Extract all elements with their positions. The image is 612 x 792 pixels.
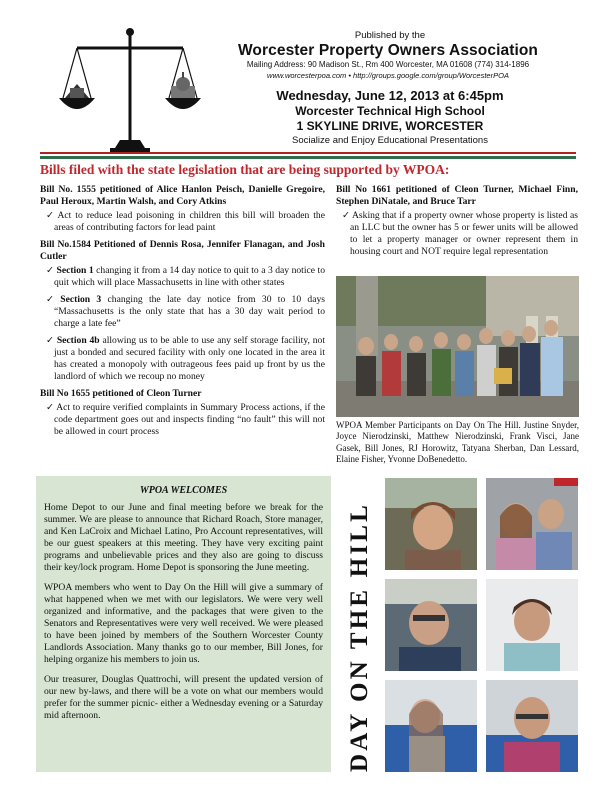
- divider-green: [40, 156, 576, 159]
- tagline: Socialize and Enjoy Educational Presentations: [292, 135, 488, 146]
- group-photo: [336, 276, 579, 417]
- bill-1584-title: Bill No.1584 Petitioned of Dennis Rosa, Jennifer Flanagan, and Josh Cutler: [40, 239, 325, 262]
- divider-red: [40, 152, 576, 154]
- photo-caption: WPOA Member Participants on Day On The Hill. Justine Snyder, Joyce Nierodzinski, Matthew Nierodzinski, Frank Visci, Jane Gasek, Bill Jones, RJ Horowitz, Tatyana Sherban, Dan Lessard, Elaine Fisher, Yvonne DoBenedetto.: [336, 420, 579, 464]
- section-1-text: changing it from a 14 day notice to quit to a 3 day notice to quit which will place Massachusetts in line with other states: [54, 265, 325, 288]
- bill-1655-text: Act to require verified complaints in Summary Process actions, if the code department goes out and inspects finding “no fault” this will not be allowed in court process: [54, 402, 325, 437]
- welcome-title: WPOA WELCOMES: [139, 485, 228, 496]
- hill-photo-1: [385, 478, 477, 570]
- hill-photo-6: [486, 680, 578, 772]
- bills-banner: Bills filed with the state legislation that are being supported by WPOA:: [40, 162, 450, 177]
- section-3-label: Section 3: [60, 294, 102, 305]
- scales-of-justice-logo: [55, 20, 205, 160]
- welcome-box: [36, 476, 331, 772]
- vertical-title-text: DAY ON THE HILL: [346, 501, 373, 772]
- check-icon: ✓: [46, 210, 55, 221]
- hill-photo-5: [385, 680, 477, 772]
- day-on-the-hill-vertical-title: [337, 478, 377, 774]
- check-icon: ✓: [46, 402, 55, 413]
- bill-1584-section-4b: [40, 335, 325, 383]
- bill-1661-title: Bill No 1661 petitioned of Cleon Turner, Michael Finn, Stephen DiNatale, and Bruce Tarr: [336, 184, 578, 207]
- section-4b-text: allowing us to be able to use any self storage facility, not just a bonded and secured facility with only one located in the area it has created a monopoly with outrageous fees paid up front by us the landlord of which we recoup no money: [54, 335, 325, 382]
- bill-1661-text: Asking that if a property owner whose property is listed as an LLC but the owner has 5 or fewer units will be allowed to let a property manager or owner represent them in housing court and NOT require legal representation: [350, 210, 578, 257]
- meeting-date: Wednesday, June 12, 2013 at 6:45pm: [276, 88, 504, 103]
- bill-1584-section-3: [40, 294, 325, 330]
- bill-1555-item: [40, 210, 325, 234]
- hill-photo-2: [486, 478, 578, 570]
- section-3-text: changing the late day notice from 30 to 10 days “Massachusetts is the only state that has a 30 day wait period to charge a late fee”: [54, 294, 325, 329]
- check-icon: ✓: [46, 294, 55, 305]
- bill-1555-text: Act to reduce lead poisoning in children this bill will broaden the areas of contributing factors for lead paint: [54, 210, 325, 233]
- check-icon: ✓: [342, 210, 351, 221]
- check-icon: ✓: [46, 335, 55, 346]
- hill-photo-4: [486, 579, 578, 671]
- published-by-label: Published by the: [354, 30, 426, 41]
- section-1-label: Section 1: [56, 265, 94, 276]
- section-4b-label: Section 4b: [56, 335, 100, 346]
- organization-name: Worcester Property Owners Association: [237, 42, 539, 59]
- welcome-paragraph-3: Our treasurer, Douglas Quattrochi, will present the updated version of our new by-laws, and there will be a vote on what our members would prefer for the summer picnic- either a Wednesday evening or a Saturday mid afternoon.: [44, 674, 323, 721]
- bill-1661-item: [336, 210, 578, 258]
- welcome-paragraph-2: WPOA members who went to Day On the Hill will give a summary of what happened when we met with our legislators. We were very well organized and informative, and the packages that were given to the Senators and Representatives were very well received. We were pleased to have been joined by members of the Southern Worcester County Landlords Association. Many thanks go to our member, Bill Jones, for helping organize his members to join us.: [44, 582, 323, 665]
- venue-name: Worcester Technical High School: [295, 104, 485, 118]
- bill-1555-title: Bill No. 1555 petitioned of Alice Hanlon Peisch, Danielle Gregoire, Paul Heroux, Martin Walsh, and Cory Atkins: [40, 184, 325, 207]
- bill-1655-item: [40, 402, 325, 438]
- left-bills-column: [40, 184, 325, 443]
- mailing-address: Mailing Address: 90 Madison St., Rm 400 Worcester, MA 01608 (774) 314-1896: [246, 60, 530, 69]
- bill-1655-title: Bill No 1655 petitioned of Cleon Turner: [40, 388, 202, 399]
- venue-address: 1 SKYLINE DRIVE, WORCESTER: [296, 119, 484, 133]
- hill-photo-3: [385, 579, 477, 671]
- check-icon: ✓: [46, 265, 55, 276]
- bill-1584-section-1: [40, 265, 325, 289]
- website-links: www.worcesterpoa.com • http://groups.google.com/group/WorcesterPOA: [267, 71, 509, 80]
- welcome-paragraph-1: Home Depot to our June and final meeting before we break for the summer. We are please to announce that Richard Roach, Store manager, and Ken LaCroix and Michael Latino, Pro Account representatives, will be our guest speakers at this meeting. They have very exciting paint programs and unbelievable prices and they also are going to discuss their key/lock program. Home Depot is sponsoring the June meeting.: [44, 502, 323, 573]
- right-bills-column: [336, 184, 578, 263]
